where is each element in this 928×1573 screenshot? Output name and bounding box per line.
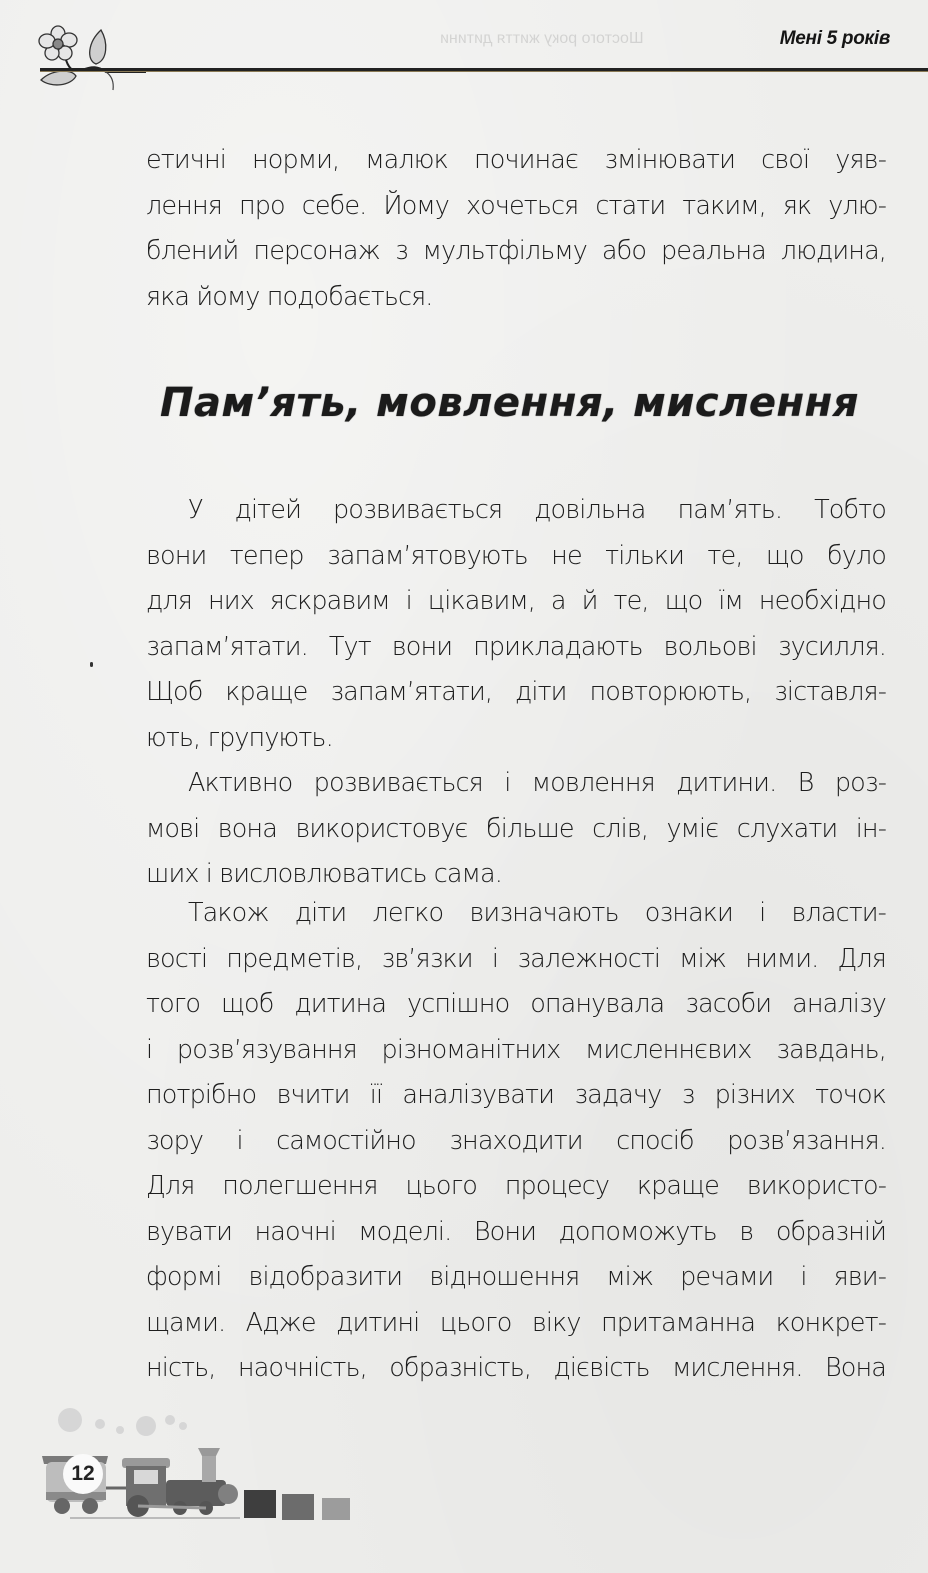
text-line: вості предметів, зв’язки і залежності між ними. Для xyxy=(146,943,886,974)
text-line: Активно розвивається і мовлення дитини. В роз- xyxy=(188,768,886,798)
text-line: щами. Адже дитині цього віку притаманна конкрет- xyxy=(146,1307,886,1338)
running-title: Мені 5 років xyxy=(779,28,890,49)
page-header xyxy=(0,0,928,90)
bleed-through-text: Шостого року життя дитини xyxy=(440,30,644,47)
paragraph-memory xyxy=(146,488,886,761)
text-line: блений персонаж з мультфільму або реальна людина, xyxy=(146,236,886,266)
section-heading: Пам’ять, мовлення, мислення xyxy=(160,380,859,426)
text-line: і розв’язування різноманітних мисленнєвих завдань, xyxy=(146,1034,886,1065)
page-number: 12 xyxy=(63,1454,103,1494)
text-line: зору і самостійно знаходити спосіб розв’язання. xyxy=(146,1125,886,1156)
intro-paragraph xyxy=(146,138,886,320)
text-line: Для полегшення цього процесу краще використо- xyxy=(146,1171,886,1201)
text-line: вони тепер запам’ятовують не тільки те, що було xyxy=(146,540,886,571)
text-line: ність, наочність, образність, дієвість мислення. Вона xyxy=(146,1353,886,1383)
paragraph-speech xyxy=(146,761,886,898)
page-footer xyxy=(30,1400,350,1520)
text-line: вувати наочні моделі. Вони допоможуть в образній xyxy=(146,1216,886,1247)
text-line: етичні норми, малюк починає змінювати свої уяв- xyxy=(146,145,886,175)
paragraph-thinking xyxy=(146,891,886,1392)
text-line: ють, групують. xyxy=(146,722,333,753)
text-line: Щоб краще запам’ятати, діти повторюють, зіставля- xyxy=(146,677,886,707)
scan-speck xyxy=(90,662,93,667)
text-line: запам’ятати. Тут вони прикладають вольові зусилля. xyxy=(146,631,886,662)
text-line: формі відобразити відношення між речами і яви- xyxy=(146,1262,886,1292)
text-line: того щоб дитина успішно опанувала засоби аналізу xyxy=(146,989,886,1019)
text-line: Також діти легко визначають ознаки і власти- xyxy=(188,898,886,928)
text-line: мові вона використовує більше слів, уміє слухати ін- xyxy=(146,813,886,844)
text-line: для них яскравим і цікавим, а й те, що їм необхідно xyxy=(146,586,886,616)
text-line: ших і висловлюватись сама. xyxy=(146,859,502,889)
text-line: лення про себе. Йому хочеться стати таким, як улю- xyxy=(146,190,886,221)
text-line: У дітей розвивається довільна пам’ять. Тобто xyxy=(188,495,886,525)
header-rule xyxy=(40,68,928,72)
text-line: потрібно вчити її аналізувати задачу з різних точок xyxy=(146,1080,886,1110)
flower-ornament-icon xyxy=(36,22,146,94)
text-line: яка йому подобається. xyxy=(146,281,433,312)
